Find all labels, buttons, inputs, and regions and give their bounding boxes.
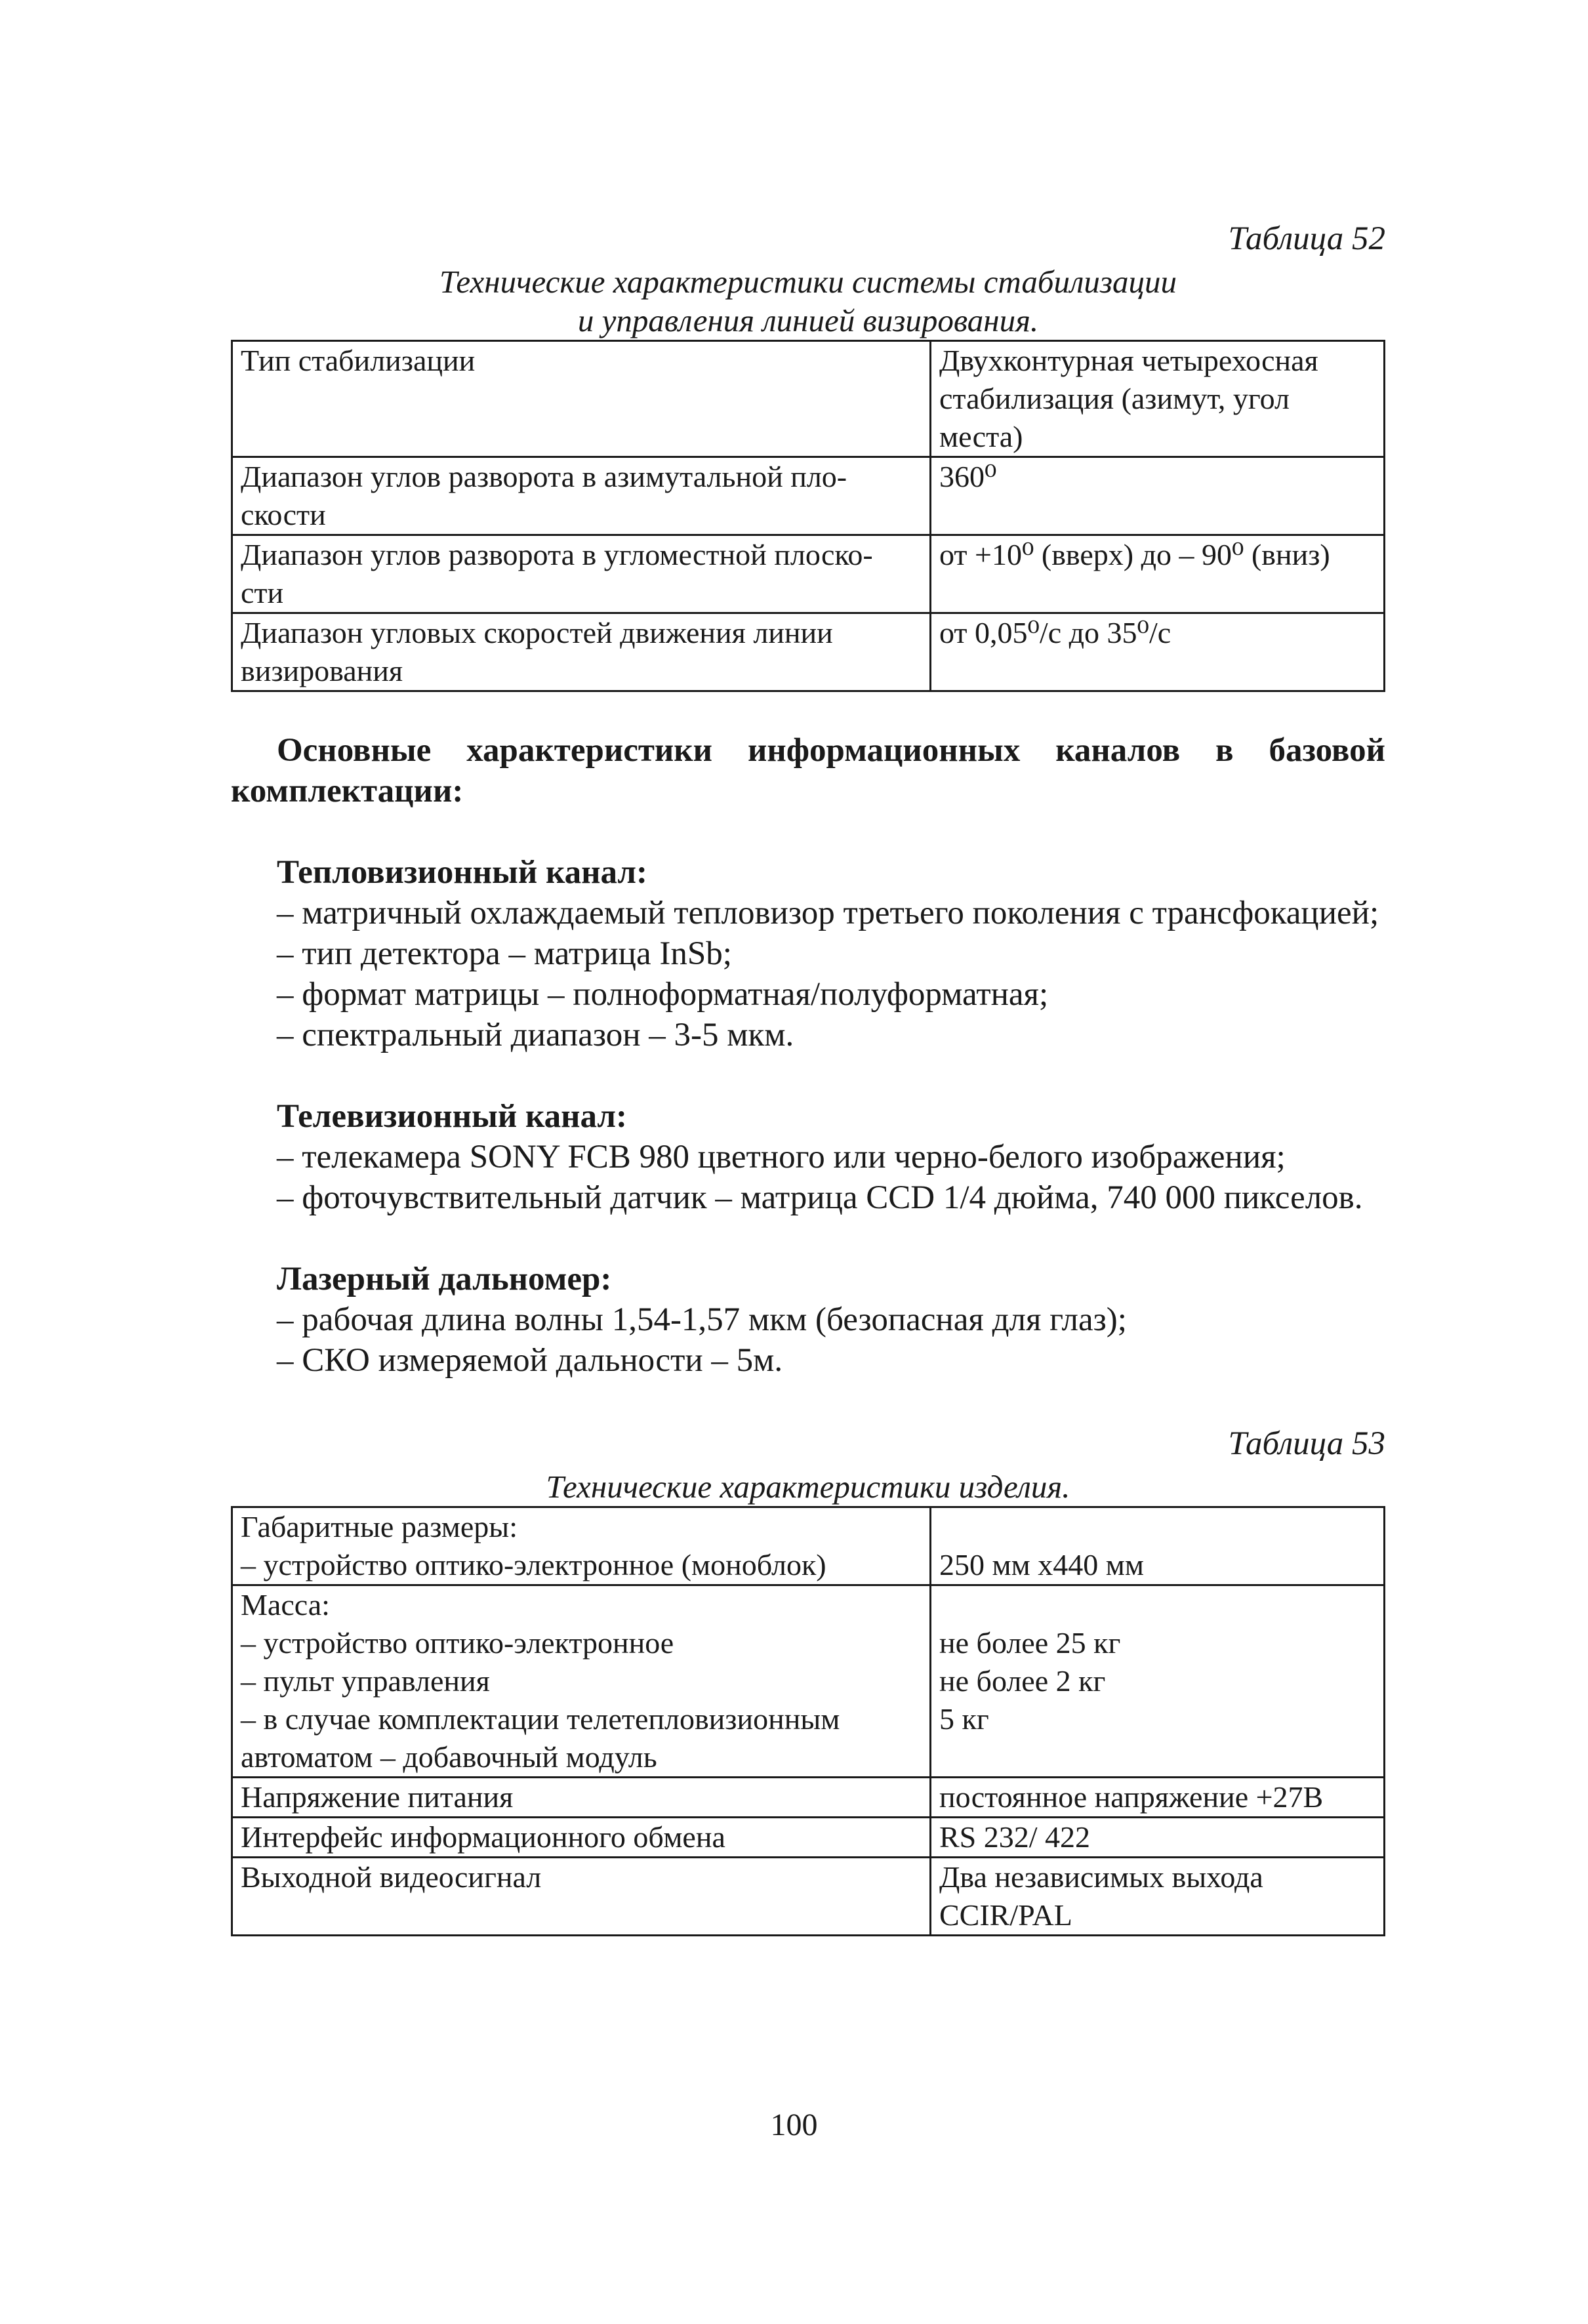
cell-line: от +10⁰ (вверх) до – 90⁰ (вниз) [939, 538, 1330, 571]
cell-line: автоматом – добавочный модуль [241, 1740, 657, 1774]
table-row [232, 1585, 1385, 1778]
cell-line: Напряжение питания [241, 1780, 514, 1814]
cell-line: Интерфейс информационного обмена [241, 1820, 725, 1854]
cell-line: не более 25 кг [939, 1626, 1121, 1660]
cell-line: Выходной видеосигнал [241, 1860, 542, 1894]
page-content [231, 216, 1385, 1936]
table-cell-param [232, 1778, 931, 1818]
cell-line: – в случае комплектации телетепловизионным [241, 1702, 840, 1736]
section-title-thermal: Тепловизионный канал: [277, 854, 648, 891]
cell-line: Тип стабилизации [241, 344, 476, 377]
table-cell-value [931, 1778, 1385, 1818]
cell-line: – устройство оптико-электронное [241, 1626, 674, 1660]
table-cell-param [232, 613, 931, 691]
table-cell-param [232, 1818, 931, 1858]
table-cell-param [232, 1858, 931, 1936]
cell-line: – пульт управления [241, 1664, 490, 1698]
list-item: – рабочая длина волны 1,54-1,57 мкм (безопасная для глаз); [277, 1301, 1127, 1338]
cell-line [939, 1508, 1377, 1546]
table-cell-value [931, 1585, 1385, 1778]
table-cell-param [232, 1507, 931, 1585]
cell-line: 5 кг [939, 1702, 989, 1736]
cell-line: скости [241, 498, 326, 531]
cell-line: постоянное напряжение +27В [939, 1780, 1324, 1814]
body-text [231, 730, 1385, 1381]
table-cell-param [232, 1585, 931, 1778]
cell-line: от 0,05⁰/с до 35⁰/с [939, 616, 1171, 649]
table-row [232, 535, 1385, 613]
cell-line: Двухконтурная четырехосная [939, 344, 1318, 377]
table52-number: Таблица 52 [1228, 220, 1385, 257]
table53-number: Таблица 53 [1228, 1425, 1385, 1462]
table-cell-value [931, 613, 1385, 691]
table-cell-value [931, 457, 1385, 535]
table53-title-line: Технические характеристики изделия. [546, 1469, 1070, 1505]
table53-title [231, 1467, 1385, 1506]
table52-title [231, 262, 1385, 340]
table-row [232, 1818, 1385, 1858]
table-cell-value [931, 341, 1385, 457]
cell-line: визирования [241, 654, 403, 687]
table-row [232, 1507, 1385, 1585]
cell-line: не более 2 кг [939, 1664, 1106, 1698]
list-item: – формат матрицы – полноформатная/полуформатная; [277, 976, 1049, 1013]
list-item: – тип детектора – матрица InSb; [277, 935, 732, 972]
table-row [232, 1858, 1385, 1936]
table-cell-value [931, 1507, 1385, 1585]
list-item: – фоточувствительный датчик – матрица CCD 1/4 дюйма, 740 000 пикселов. [277, 1179, 1363, 1216]
table52-title-line: и управления линией визирования. [577, 302, 1039, 338]
table-row [232, 613, 1385, 691]
list-item: – матричный охлаждаемый тепловизор третьего поколения с трансфокацией; [277, 895, 1379, 931]
cell-line [939, 1586, 1377, 1624]
table52-title-line: Технические характеристики системы стабилизации [439, 264, 1177, 300]
table-row [232, 457, 1385, 535]
table53 [231, 1506, 1385, 1936]
table-cell-value [931, 1818, 1385, 1858]
cell-line: Диапазон углов разворота в азимутальной пло- [241, 460, 847, 493]
cell-line: сти [241, 576, 284, 609]
cell-line: Масса: [241, 1588, 330, 1621]
cell-line: RS 232/ 422 [939, 1820, 1091, 1854]
cell-line: 250 мм х440 мм [939, 1548, 1144, 1581]
table52 [231, 340, 1385, 692]
table-cell-value [931, 535, 1385, 613]
table-cell-param [232, 457, 931, 535]
cell-line: 360⁰ [939, 460, 997, 493]
cell-line: CCIR/PAL [939, 1898, 1072, 1932]
table-row [232, 1778, 1385, 1818]
cell-line: Два независимых выхода [939, 1860, 1263, 1894]
cell-line: – устройство оптико-электронное (моноблок) [241, 1548, 826, 1581]
list-item: – телекамера SONY FCB 980 цветного или черно-белого изображения; [277, 1139, 1286, 1175]
table-cell-param [232, 341, 931, 457]
cell-line: Диапазон угловых скоростей движения линии [241, 616, 833, 649]
list-item: – СКО измеряемой дальности – 5м. [277, 1342, 783, 1379]
list-item: – спектральный диапазон – 3-5 мкм. [277, 1017, 794, 1053]
cell-line: места) [939, 420, 1023, 453]
main-heading: Основные характеристики информационных каналов в базовой комплектации: [231, 732, 1385, 809]
cell-line: стабилизация (азимут, угол [939, 382, 1290, 415]
cell-line: Диапазон углов разворота в угломестной плоско- [241, 538, 873, 571]
table-cell-param [232, 535, 931, 613]
page-number: 100 [770, 2108, 818, 2142]
table-row [232, 341, 1385, 457]
table-cell-value [931, 1858, 1385, 1936]
section-title-tv: Телевизионный канал: [277, 1098, 628, 1135]
section-title-laser: Лазерный дальномер: [277, 1261, 612, 1297]
cell-line: Габаритные размеры: [241, 1510, 518, 1543]
